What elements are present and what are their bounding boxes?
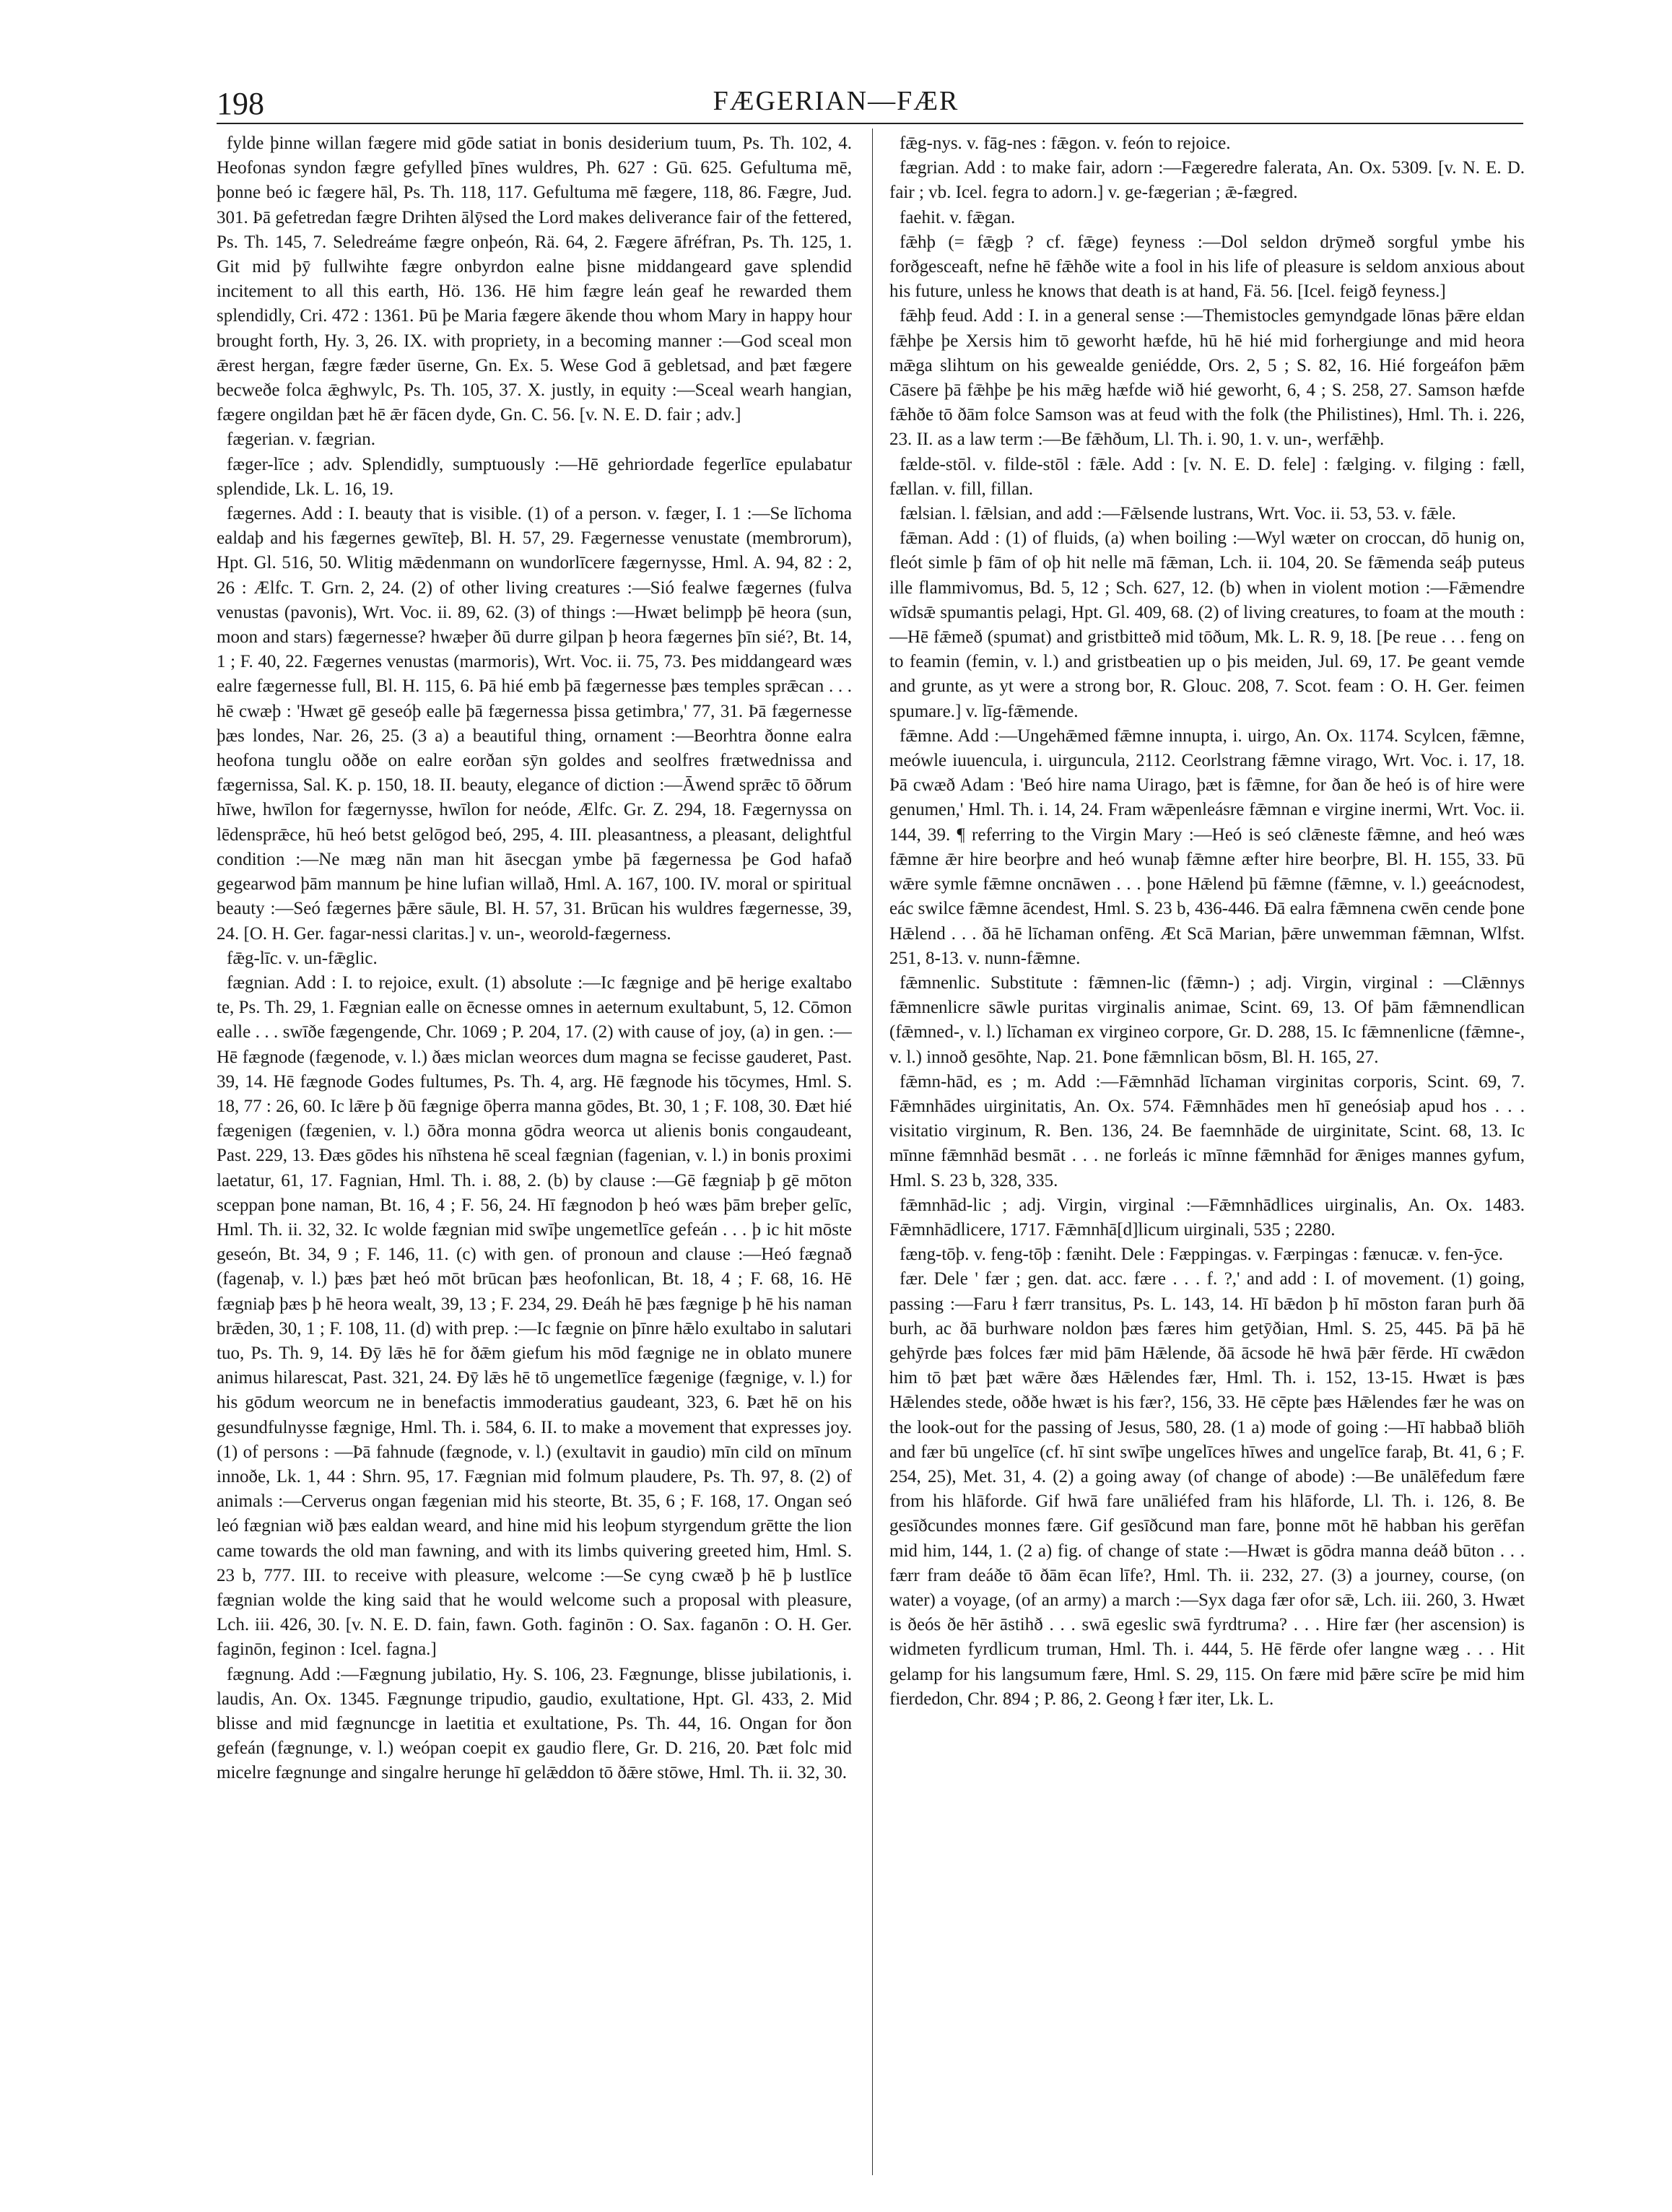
entry-faer: fær. Dele ' fær ; gen. dat. acc. fære . . . f. ?,' and add : I. of movement. (1) going, passing :—Faru ł færr transitus, Ps. L. 143, 14. Hī bǣdon þ hī mōston faran þurh ðā burh, ac ðā burhware noldon þæs færes him getȳðian, Hml. S. 25, 445. Þā þā hē gehȳrde þæs folces fær mid þām Hǣlende, ðā ācsode hē hwā þǣr fērde. Hī cwǣdon him tō þæt þæt wǣre ðæs Hǣlendes fær, Hml. Th. i. 152, 13-15. Hwæt is þæs Hǣlendes stede, oððe hwæt is his fær?, 156, 33. Hē cēpte þæs Hǣlendes fær he was on the look-out for the passing of Jesus, 580, 28. (1 a) mode of going :—Hī habbað bliōh and fær bū ungelīce (cf. hī sint swīþe ungelīces hīwes and ungelīce faraþ, Bt. 41, 6 ; F. 254, 25), Met. 31, 4. (2) a going away (of change of abode) :—Be unālēfedum fære from his hlāforde. Gif hwā fare unāliéfed fram his hlāforde, Ll. Th. i. 126, 8. Be gesīðcundes monnes fære. Gif gesīðcund man fare, þonne mōt hē habban his gerēfan mid him, 144, 1. (2 a) fig. of change of state :—Hwæt is gōdra manna deáð būton . . . færr fram deáðe tō ðām ēcan līfe?, Hml. Th. ii. 232, 27. (3) a journey, course, (on water) a voyage, (of an army) a march :—Syx daga fær ofor sǣ, Lch. iii. 260, 3. Hwæt is ðeós ðe hēr āstihð . . . swā egeslic swā fyrdtruma? . . . Hire fær (her ascension) is widmeten fyrdlicum truman, Hml. Th. i. 444, 5. Hē fērde ofer langne wæg . . . Hit gelamp for his langsumum fære, Hml. S. 29, 115. On fære mid þǣre scīre þe mid him fierdedon, Chr. 894 ; P. 86, 2. Geong ł fær iter, Lk. L. [889,1269,1525,1709]
entry-faelsian: fælsian. l. fǣlsian, and add :—Fǣlsende lustrans, Wrt. Voc. ii. 53, 53. v. fǣle. [900,504,1456,524]
entry-faeng-toth: fæng-tōþ. v. feng-tōþ : fæniht. Dele : Fæppingas. v. Færpingas : fænucæ. v. fen-ȳce. [900,1245,1503,1265]
entry-faegernes: fægernes. Add : I. beauty that is visible. (1) of a person. v. fæger, I. 1 :—Se līchoma ealdaþ and his fægernes gewīteþ, Bl. H. 57, 29. Fægernesse venustate (membrorum), Hpt. Gl. 516, 50. Wlitig mǣdenmann on wundorlīcere fægernysse, Hml. A. 94, 82 : 2, 26 : Ælfc. T. Grn. 2, 24. (2) of other living creatures :—Sió fealwe fægernes (fulva venustas (pavonis), Wrt. Voc. ii. 89, 62. (3) of things :—Hwæt belimpþ þē heora (sun, moon and stars) fægernesse? hwæþer ðū durre gilpan þ heora fægernes þīn sié?, Bt. 14, 1 ; F. 40, 22. Fægernes venustas (marmoris), Wrt. Voc. ii. 75, 73. Þes middangeard wæs ealre fægernesse full, Bl. H. 115, 6. Þā hié emb þā fægernesse þæs temples sprǣcan . . . hē cwæþ : 'Hwæt gē geseóþ ealle þā fægernessa þissa getimbra,' 77, 31. Þā fægernesse þæs londes, Nar. 26, 25. (3 a) a beautiful thing, ornament :—Beorhtra ðonne ealra heofona tunglu oððe on ealre eorðan sȳn goldes and seolfres frætwednissa and fægernissa, Sal. K. p. 150, 18. II. beauty, elegance of diction :—Āwend sprǣc tō ōðrum hīwe, hwīlon for fægernysse, hwīlon for neóde, Ælfc. Gr. Z. 294, 18. Fægernyssa on lēdensprǣce, hū heó betst gelōgod beó, 295, 4. III. pleasantness, a pleasant, delightful condition :—Ne mæg nān man hit āsecgan ymbe þā fægernessa þe God hafað gegearwod þām mannum þe hine lufian willað, Hml. A. 167, 100. IV. moral or spiritual beauty :—Seó fægernes þǣre sāule, Bl. H. 57, 31. Brūcan his wuldres fægernesse, 39, 24. [O. H. Ger. fagar-nessi claritas.] v. un-, weorold-fægerness. [217,504,852,944]
header-rule [217,123,1523,124]
entry-faegerian: fægerian. v. fægrian. [227,430,375,450]
entry-faehit: faehit. v. fǣgan. [900,207,1016,227]
running-head: FÆGERIAN—FÆR [713,86,959,116]
entry-faeger-lice: fæger-līce ; adv. Splendidly, sumptuously :—Hē gehriordade fegerlīce epulabatur splendide, Lk. L. 16, 19. [217,454,852,499]
entry-faegnian: fægnian. Add : I. to rejoice, exult. (1) absolute :—Ic fægnige and þē herige exaltabo te, Ps. Th. 29, 1. Fægnian ealle on ēcnesse omnes in aeternum exultabunt, 5, 12. Cōmon ealle . . . swīðe fægengende, Chr. 1069 ; P. 204, 17. (2) with cause of joy, (a) in gen. :—Hē fægnode (fægenode, v. l.) ðæs miclan weorces dum magna se fecisse gauderet, Past. 39, 14. Hē fægnode Godes fultumes, Ps. Th. 4, arg. Hē fægnode his tōcymes, Hml. S. 18, 77 : 26, 60. Ic lǣre þ ðū fægnige ōþerra manna gōdes, Bt. 30, 1 ; F. 108, 30. Ðæt hié fægenigen (fægenien, v. l.) ōðra monna gōdra weorca ut alienis bonis congaudeant, Past. 229, 13. Ðæs gōdes his nīhstena hē sceal fægnian (fagenian, v. l.) in bonis proximi laetatur, 61, 17. Fagnian, Hml. Th. i. 88, 2. (b) by clause :—Gē fægniaþ þ gē mōton sceppan þone naman, Bt. 16, 4 ; F. 56, 24. Hī fægnodon þ heó wæs þām breþer gelīc, Hml. Th. ii. 32, 32. Ic wolde fægnian mid swīþe ungemetlīce gefeán . . . þ ic hit mōste geseón, Bt. 34, 9 ; F. 146, 11. (c) with gen. of pronoun and clause :—Heó fægnað (fagenaþ, v. l.) þæs þæt heó mōt brūcan þæs heofonlican, Bt. 18, 4 ; F. 68, 16. Hē fægniaþ þæs þ hē heora wealt, 39, 13 ; F. 234, 29. Ðeáh hē þæs fægnige þ hē his naman brǣden, 30, 1 ; F. 108, 11. (d) with prep. :—Ic fægnie on þīnre hǣlo exultabo in salutari tuo, Ps. Th. 9, 14. Ðȳ lǣs hē for ðǣm giefum his mōd fægnige ne in oblato munere animus hilarescat, Past. 321, 24. Ðȳ lǣs hē tō ungemetlīce fægenige (fægnige, v. l.) for his gōdum weorcum ne in benefactis immoderatius gaudeant, 323, 6. Þæt hē on his gesundfulnysse fægnige, Hml. Th. i. 584, 6. II. to make a movement that expresses joy. (1) of persons : —Þā fahnude (fægnode, v. l.) (exultavit in gaudio) mīn cild on mīnum innoðe, Lk. 1, 44 : Shrn. 95, 17. Fægnian mid folmum plaudere, Ps. Th. 97, 8. (2) of animals :—Cerverus ongan fægenian mid his steorte, Bt. 35, 6 ; F. 168, 17. Ongan seó leó fægnian wið þæs ealdan weard, and hine mid his leoþum styrgendum grētte the lion came towards the old man fawning, and with its limbs quivering greeted him, Hml. S. 23 b, 777. III. to receive with pleasure, welcome :—Se cyng cwæð þ hē þ lustlīce fægnian wolde the king said that he would welcome such a proposal with pleasure, Lch. iii. 426, 30. [v. N. E. D. fain, fawn. Goth. faginōn : O. Sax. faganōn : O. H. Ger. faginōn, feginon : Icel. fagna.] [217,972,852,1660]
entry-faemne: fǣmne. Add :—Ungehǣmed fǣmne innupta, i. uirgo, An. Ox. 1174. Scylcen, fǣmne, meówle iuuencula, i. uirguncula, 2112. Ceorlstrang fǣmne virago, Wrt. Voc. i. 17, 18. Þā cwæð Adam : 'Beó hire nama Uirago, þæt is fǣmne, for ðan ðe heó is of hire were genumen,' Hml. Th. i. 14, 24. Fram wǣpenleásre fǣmnan e virgine inermi, Wrt. Voc. ii. 144, 39. ¶ referring to the Virgin Mary :—Heó is seó clǣneste fǣmne, and heó wæs fǣmne ǣr hire beorþre and heó wunaþ fǣmne æfter hire beorþre, Bl. H. 155, 33. Þū wǣre symle fǣmne oncnāwen . . . þone Hǣlend þū fǣmne (fǣmne, v. l.) geeácnodest, eác swilce fǣmne ācendest, Hml. S. 23 b, 436-446. Ðā ealra fǣmnena cwēn cende þone Hǣlend . . . ðā hē līchaman onfēng. Æt Scā Marian, þǣre unwemman fǣmnan, Wlfst. 251, 8-13. v. nunn-fǣmne. [889,726,1525,968]
left-column [217,131,852,2174]
entry-faegnung: fægnung. Add :—Fægnung jubilatio, Hy. S. 106, 23. Fægnunge, blisse jubilationis, i. laudis, An. Ox. 1345. Fægnunge tripudio, gaudio, exultatione, Hpt. Gl. 433, 2. Mid blisse and mid fægnuncge in laetitia et exultatione, Ps. Th. 44, 16. Ongan for ðon gefeán (fægnunge, v. l.) weópan coepit ex gaudio flere, Gr. D. 216, 20. Þæt folc mid micelre fægnunge and singalre herunge hī gelǣddon tō ðǣre stōwe, Hml. Th. ii. 32, 30. [217,1664,852,1783]
entry-faemnenlic: fǣmnenlic. Substitute : fǣmnen-lic (fǣmn-) ; adj. Virgin, virginal : —Clǣnnys fǣmnenlicre sāwle puritas virginalis animae, Scint. 69, 13. Of þām fǣmnendlican (fǣmned-, v. l.) līchaman ex virgineo corpore, Gr. D. 288, 15. Ic fǣmnenlicne (fǣmne-, v. l.) innoð gesōhte, Nap. 21. Þone fǣmnlican bōsm, Bl. H. 165, 27. [889,972,1525,1067]
entry-fylde-continuation: fylde þinne willan fægere mid gōde satiat in bonis desiderium tuum, Ps. Th. 102, 4. Heofonas syndon fægre gefylled þīnes wuldres, Ph. 627 : Gū. 625. Gefultuma mē, þonne beó ic fægere hāl, Ps. Th. 118, 117. Gefultuma mē fægere, 118, 86. Fægre, Jud. 301. Þā gefetredan fægre Drihten ālȳsed the Lord makes deliverance fair of the fettered, Ps. Th. 145, 7. Seledreáme fægre onþeón, Rä. 64, 2. Fægere āfréfran, Ps. Th. 125, 1. Git mid þȳ fullwihte fægre onbyrdon ealne þisne middangeard gave splendid incitement to all this earth, Hö. 136. Hē him fægre leán geaf he rewarded them splendidly, Cri. 472 : 1361. Þū þe Maria fægere ākende thou whom Mary in happy hour brought forth, Hy. 3, 26. IX. with propriety, in a becoming manner :—God sceal mon ǣrest hergan, fægre fæder ūserne, Gn. Ex. 5. Wese God ā gebletsad, and þæt fægere becweðe folca ǣghwylc, Ps. Th. 105, 37. X. justly, in equity :—Sceal wearh hangian, fægere ongildan þæt hē ǣr fācen dyde, Gn. C. 56. [v. N. E. D. fair ; adv.] [217,134,852,425]
entry-faeg-nys: fǣg-nys. v. fāg-nes : fǣgon. v. feón to rejoice. [900,134,1231,153]
entry-faelde-stol: fælde-stōl. v. filde-stōl : fǣle. Add : [v. N. E. D. fele] : fælging. v. filging : fæll, fællan. v. fill, fillan. [889,454,1525,499]
entry-faemn-had: fǣmn-hād, es ; m. Add :—Fǣmnhād līchaman virginitas corporis, Scint. 69, 7. Fǣmnhādes uirginitatis, An. Ox. 574. Fǣmnhādes men hī geneósiaþ apud hos . . . visitatio virginum, R. Ben. 136, 24. Be faemnhāde de uirginitate, Scint. 68, 13. Ic mīnne fǣmnhād besmāt . . . ne forleás ic mīnne fǣmnhād for ǣniges mannes gyfum, Hml. S. 23 b, 328, 335. [889,1071,1525,1190]
entry-faeman: fǣman. Add : (1) of fluids, (a) when boiling :—Wyl wæter on croccan, dō hunig on, fleót simle þ fām of oþ hit nelle mā fǣman, Lch. ii. 104, 20. Se fǣmenda seáþ puteus ille flammivomus, Bd. 5, 12 ; Sch. 627, 12. (b) when in violent motion :—Fǣmendre wīdsǣ spumantis pelagi, Hpt. Gl. 409, 68. (2) of living creatures, to foam at the mouth :—Hē fǣmeð (spumat) and gristbitteð mid tōðum, Mk. L. R. 9, 18. [Þe reue . . . feng on to feamin (femin, v. l.) and gristbeatien up o þis meiden, Jul. 69, 17. Þe geant vemde and grunte, as yt were a strong bor, R. Glouc. 208, 7. Scot. feam : O. H. Ger. feimen spumare.] v. līg-fǣmende. [889,528,1525,721]
page-number: 198 [217,86,264,121]
column-divider [872,129,873,2175]
entry-faehth-feyness: fǣhþ (= fǣgþ ? cf. fǣge) feyness :—Dol seldon drȳmeð sorgful ymbe his forðgesceaft, nefne hē fǣhðe wite a fool in his life of pleasure is seldom anxious about his future, unless he knows that death is at hand, Fä. 56. [Icel. feigð feyness.] [889,232,1525,302]
entry-faegrian: fægrian. Add : to make fair, adorn :—Fægeredre falerata, An. Ox. 5309. [v. N. E. D. fair ; vb. Icel. fegra to adorn.] v. ge-fægerian ; ǣ-fægred. [889,158,1525,203]
entry-faemnhad-lic: fǣmnhād-lic ; adj. Virgin, virginal :—Fǣmnhādlices uirginalis, An. Ox. 1483. Fǣmnhādlicere, 1717. Fǣmnhā[d]licum uirginali, 535 ; 2280. [889,1195,1525,1240]
right-column [889,131,1525,2174]
entry-faeg-lic: fǣg-līc. v. un-fǣglic. [227,948,378,968]
entry-faehth-feud: fǣhþ feud. Add : I. in a general sense :—Themistocles gemyndgade lōnas þǣre eldan fǣhþe þe Xersis him tō geworht hæfde, hū hē hié mid forhergiunge and mid heora mǣga slihtum on his gewealde geniédde, Ors. 2, 5 ; S. 82, 16. Hié forgeáfon þǣm Cāsere þā fǣhþe þe his mǣg hæfde wið hié geworht, 6, 4 ; S. 258, 27. Samson hæfde fǣhðe tō ðām folce Samson was at feud with the folk (the Philistines), Hml. Th. i. 226, 23. II. as a law term :—Be fǣhðum, Ll. Th. i. 90, 1. v. un-, werfǣhþ. [889,306,1525,450]
